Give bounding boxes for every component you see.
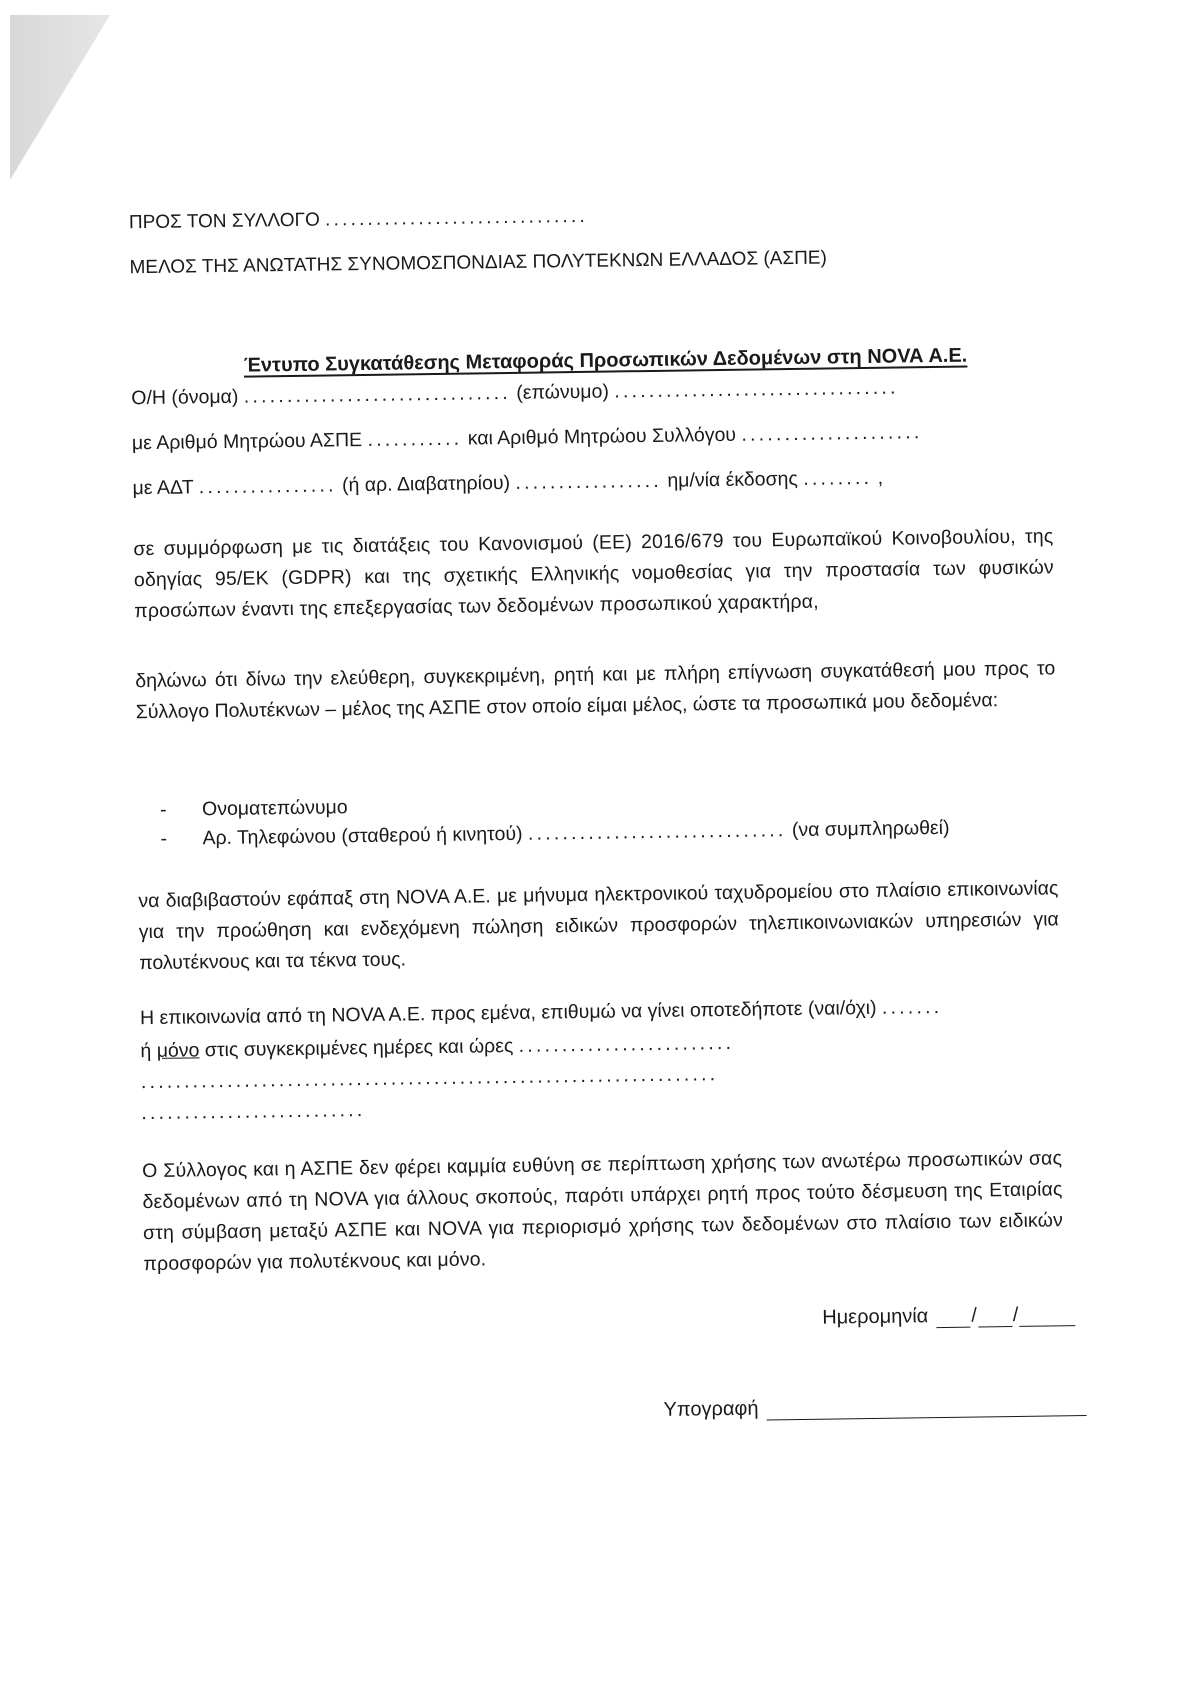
association-name-field[interactable]: ............................... (324, 205, 589, 231)
contact-days-label: στις συγκεκριμένες ημέρες και ώρες (204, 1034, 514, 1062)
phone-fill-note: (να συμπληρωθεί) (791, 816, 950, 842)
phone-label: Αρ. Τηλεφώνου (σταθερού ή κινητού) (202, 822, 523, 850)
issue-date-label: ημ/νία έκδοσης (667, 467, 798, 492)
bullet-dash: - (160, 827, 168, 850)
registry-row (132, 420, 923, 455)
id-card-label: με ΑΔΤ (132, 476, 194, 500)
surname-field[interactable]: ................................. (614, 376, 899, 403)
issue-date-suffix: , (877, 466, 884, 489)
surname-label: (επώνυμο) (516, 380, 610, 404)
date-month-field[interactable] (978, 1306, 1012, 1327)
date-label: Ημερομηνία (822, 1305, 929, 1329)
issue-date-field[interactable]: ........ (803, 466, 873, 490)
transfer-paragraph: να διαβιβαστούν εφάπαξ στη NOVA A.E. με μήνυμα ηλεκτρονικού ταχυδρομείου στο πλαίσιο επικοινωνίας για την προώθηση και ενδεχόμενη πώληση ειδικών προσφορών τηλεπικοινωνιακών υπηρεσιών για πολυτέκνους και τα τέκνα τους. (138, 877, 1059, 975)
signature-field[interactable] (766, 1395, 1086, 1420)
declaration-paragraph: δηλώνω ότι δίνω την ελεύθερη, συγκεκριμένη, ρητή και με πλήρη επίγνωση συγκατάθεσή μου προς το Σύλλογο Πολυτέκνων – μέλος της ΑΣΠΕ στον οποίο είμαι μέλος, ώστε τα προσωπικά μου δεδομένα: (135, 657, 1056, 724)
phone-field[interactable]: .............................. (527, 819, 787, 845)
id-card-field[interactable]: ................ (198, 474, 337, 499)
contact-days-field[interactable]: ......................... (518, 1031, 735, 1057)
name-row (131, 376, 899, 411)
association-registry-field[interactable]: ..................... (741, 421, 923, 446)
id-row (132, 466, 883, 500)
aspe-registry-field[interactable]: ........... (367, 427, 463, 451)
to-association-line (129, 205, 588, 235)
contact-anytime-label: Η επικοινωνία από τη NOVA A.E. προς εμένα, επιθυμώ να γίνει οποτεδήποτε (ναι/όχι) (139, 996, 877, 1030)
contact-pref-line-2 (140, 1031, 734, 1063)
form-title: Έντυπο Συγκατάθεσης Μεταφοράς Προσωπικών Δεδομένων στη NOVA Α.Ε. (243, 344, 968, 377)
name-label: Ο/Η (όνομα) (131, 385, 239, 410)
date-row (822, 1303, 1075, 1330)
signature-row (663, 1393, 1086, 1422)
contact-or-label: ή (140, 1040, 152, 1063)
contact-days-field-line-4[interactable]: .......................... (141, 1099, 366, 1125)
to-association-label: ΠΡΟΣ ΤΟΝ ΣΥΛΛΟΓΟ (128, 209, 320, 234)
signature-label: Υπογραφή (663, 1397, 759, 1421)
name-field[interactable]: ............................... (243, 381, 512, 408)
contact-anytime-field[interactable]: ....... (881, 995, 943, 1019)
contact-only-label: μόνο (156, 1039, 200, 1062)
data-item-fullname: Ονοματεπώνυμο (201, 796, 348, 821)
date-year-field[interactable] (1019, 1305, 1075, 1327)
data-items-list (160, 783, 1061, 854)
passport-field[interactable]: ................. (515, 469, 663, 494)
date-day-field[interactable] (936, 1307, 970, 1328)
date-separator: / (1012, 1303, 1019, 1327)
contact-days-field-line-3[interactable]: ................................................................... (140, 1063, 719, 1094)
disclaimer-paragraph: Ο Σύλλογος και η ΑΣΠΕ δεν φέρει καμμία ευθύνη σε περίπτωση χρήσης των ανωτέρω προσωπικών σας δεδομένων από τη NOVA για άλλους σκοπούς, παρότι υπάρχει ρητή προς τούτο δέσμευση της Εταιρίας στη σύμβαση μεταξύ ΑΣΠΕ και NOVA για περιορισμό χρήσης των δεδομένων στο πλαίσιο των ειδικών προσφορών για πολυτέκνους και μόνο. (141, 1147, 1064, 1276)
compliance-paragraph: σε συμμόρφωση με τις διατάξεις του Κανονισμού (ΕΕ) 2016/679 του Ευρωπαϊκού Κοινοβουλίου, της οδηγίας 95/ΕΚ (GDPR) και της σχετικής Ελληνικής νομοθεσίας για την προστασία των φυσικών προσώπων έναντι της επεξεργασίας των δεδομένων προσωπικού χαρακτήρα, (133, 525, 1054, 623)
contact-pref-line-1 (140, 995, 943, 1030)
bullet-dash: - (159, 798, 167, 821)
passport-label: (ή αρ. Διαβατηρίου) (341, 471, 511, 497)
member-line: ΜΕΛΟΣ ΤΗΣ ΑΝΩΤΑΤΗΣ ΣΥΝΟΜΟΣΠΟΝΔΙΑΣ ΠΟΛΥΤΕΚΝΩΝ ΕΛΛΑΔΟΣ (ΑΣΠΕ) (129, 247, 828, 279)
association-registry-label: και Αριθμό Μητρώου Συλλόγου (467, 423, 737, 450)
aspe-registry-label: με Αριθμό Μητρώου ΑΣΠΕ (131, 429, 363, 455)
date-separator: / (971, 1304, 977, 1327)
